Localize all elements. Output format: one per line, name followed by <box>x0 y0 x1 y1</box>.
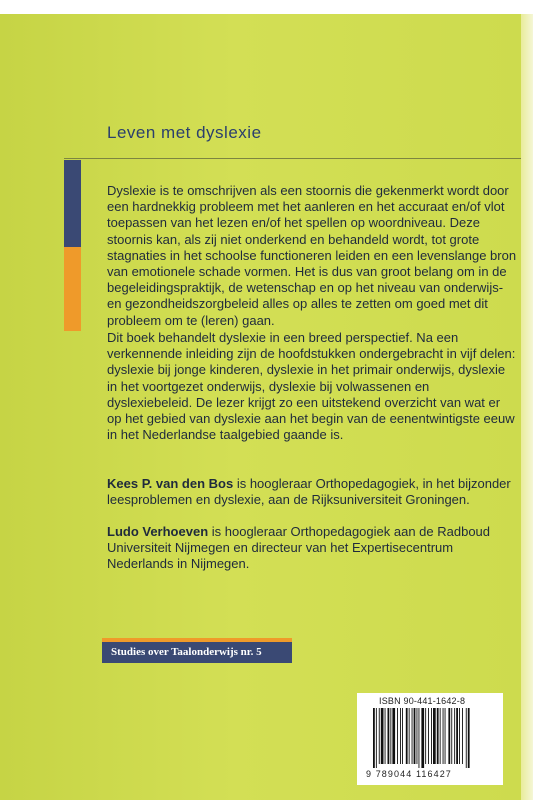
barcode-bar <box>414 708 416 764</box>
author-bio-2 <box>107 524 517 573</box>
barcode-bar <box>402 708 403 764</box>
barcode-bar <box>459 708 460 764</box>
barcode-icon <box>369 708 491 768</box>
barcode-bar <box>390 708 391 764</box>
barcode-bar <box>400 708 401 764</box>
blurb-paragraph-1: Dyslexie is te omschrijven als een stoornis die gekenmerkt wordt door een hardnekkig probleem met het aanleren en het accuraat en/of vlot toepassen van het lezen en/of het spellen op woordniveau. Deze stoornis kan, als zij niet onderkend en behandeld wordt, tot grote stagnaties in het schoolse functioneren leiden en een levenslange bron van emotionele schade vormen. Het is dus van groot belang om in de begeleidingspraktijk, de wetenschap en op het niveau van onderwijs- en gezondheidszorgbeleid alles op alles te zetten om goed met dit probleem om te (leren) gaan. <box>107 183 517 328</box>
accent-stripe-blue <box>64 160 81 247</box>
barcode-bar <box>437 708 439 764</box>
barcode-bar <box>381 708 384 764</box>
isbn-label: ISBN 90-441-1642-8 <box>379 696 466 706</box>
barcode-bar <box>445 708 446 764</box>
title-divider <box>64 158 521 159</box>
barcode-bar <box>428 708 429 764</box>
barcode-bar <box>379 708 380 764</box>
barcode-bar <box>409 708 410 764</box>
author-name: Kees P. van den Bos <box>107 476 234 491</box>
barcode-bar <box>421 708 424 768</box>
barcode-bar <box>417 708 418 764</box>
barcode-bar <box>397 708 398 764</box>
barcode-bar <box>431 708 432 764</box>
author-bio-text: is hoogleraar Orthopedagogiek, in het bijzonder leesproblemen en dyslexie, aan de Rijksuniversiteit Groningen. <box>107 476 511 508</box>
barcode-bar <box>388 708 390 764</box>
barcode-bar <box>443 708 444 764</box>
barcode-bar <box>412 708 413 764</box>
barcode-bar <box>433 708 436 764</box>
barcode-bar <box>425 708 426 764</box>
barcode-bar <box>440 708 441 764</box>
barcode-bar <box>376 708 377 768</box>
author-bio-1 <box>107 476 517 508</box>
barcode-digits: 9 789044 116427 <box>366 769 452 779</box>
barcode-bar <box>385 708 386 764</box>
cover-edge <box>521 14 533 800</box>
blurb-paragraph-2: Dit boek behandelt dyslexie in een breed perspectief. Na een verkennende inleiding zijn de hoofdstukken ondergebracht in vijf delen: dyslexie bij jonge kinderen, dyslexie in het primair onderwijs, dyslexie in het voortgezet onderwijs, dyslexie bij volwassenen en dyslexiebeleid. De lezer krijgt zo een uitstekend overzicht van wat er op het gebied van dyslexie aan het begin van de eenentwintigste eeuw in het Nederlandse taalgebied gaande is. <box>107 330 516 443</box>
author-bio-text: is hoogleraar Orthopedagogiek aan de Radboud Universiteit Nijmegen en directeur van het Expertisecentrum Nederlands in Nijmegen. <box>107 524 491 572</box>
barcode-bar <box>419 708 420 768</box>
barcode-panel <box>357 693 503 785</box>
barcode-bar <box>406 708 408 764</box>
series-label: Studies over Taalonderwijs nr. 5 <box>102 642 292 663</box>
barcode-bar <box>392 708 395 764</box>
barcode-bar <box>466 708 467 768</box>
book-title: Leven met dyslexie <box>107 123 262 142</box>
barcode-bar <box>468 708 470 768</box>
barcode-bar <box>448 708 450 764</box>
barcode-bar <box>462 708 463 764</box>
accent-stripe-orange <box>64 247 81 331</box>
author-name: Ludo Verhoeven <box>107 524 209 539</box>
barcode-bar <box>454 708 455 764</box>
barcode-bar <box>456 708 458 764</box>
barcode-bar <box>373 708 375 768</box>
barcode-bar <box>451 708 452 764</box>
